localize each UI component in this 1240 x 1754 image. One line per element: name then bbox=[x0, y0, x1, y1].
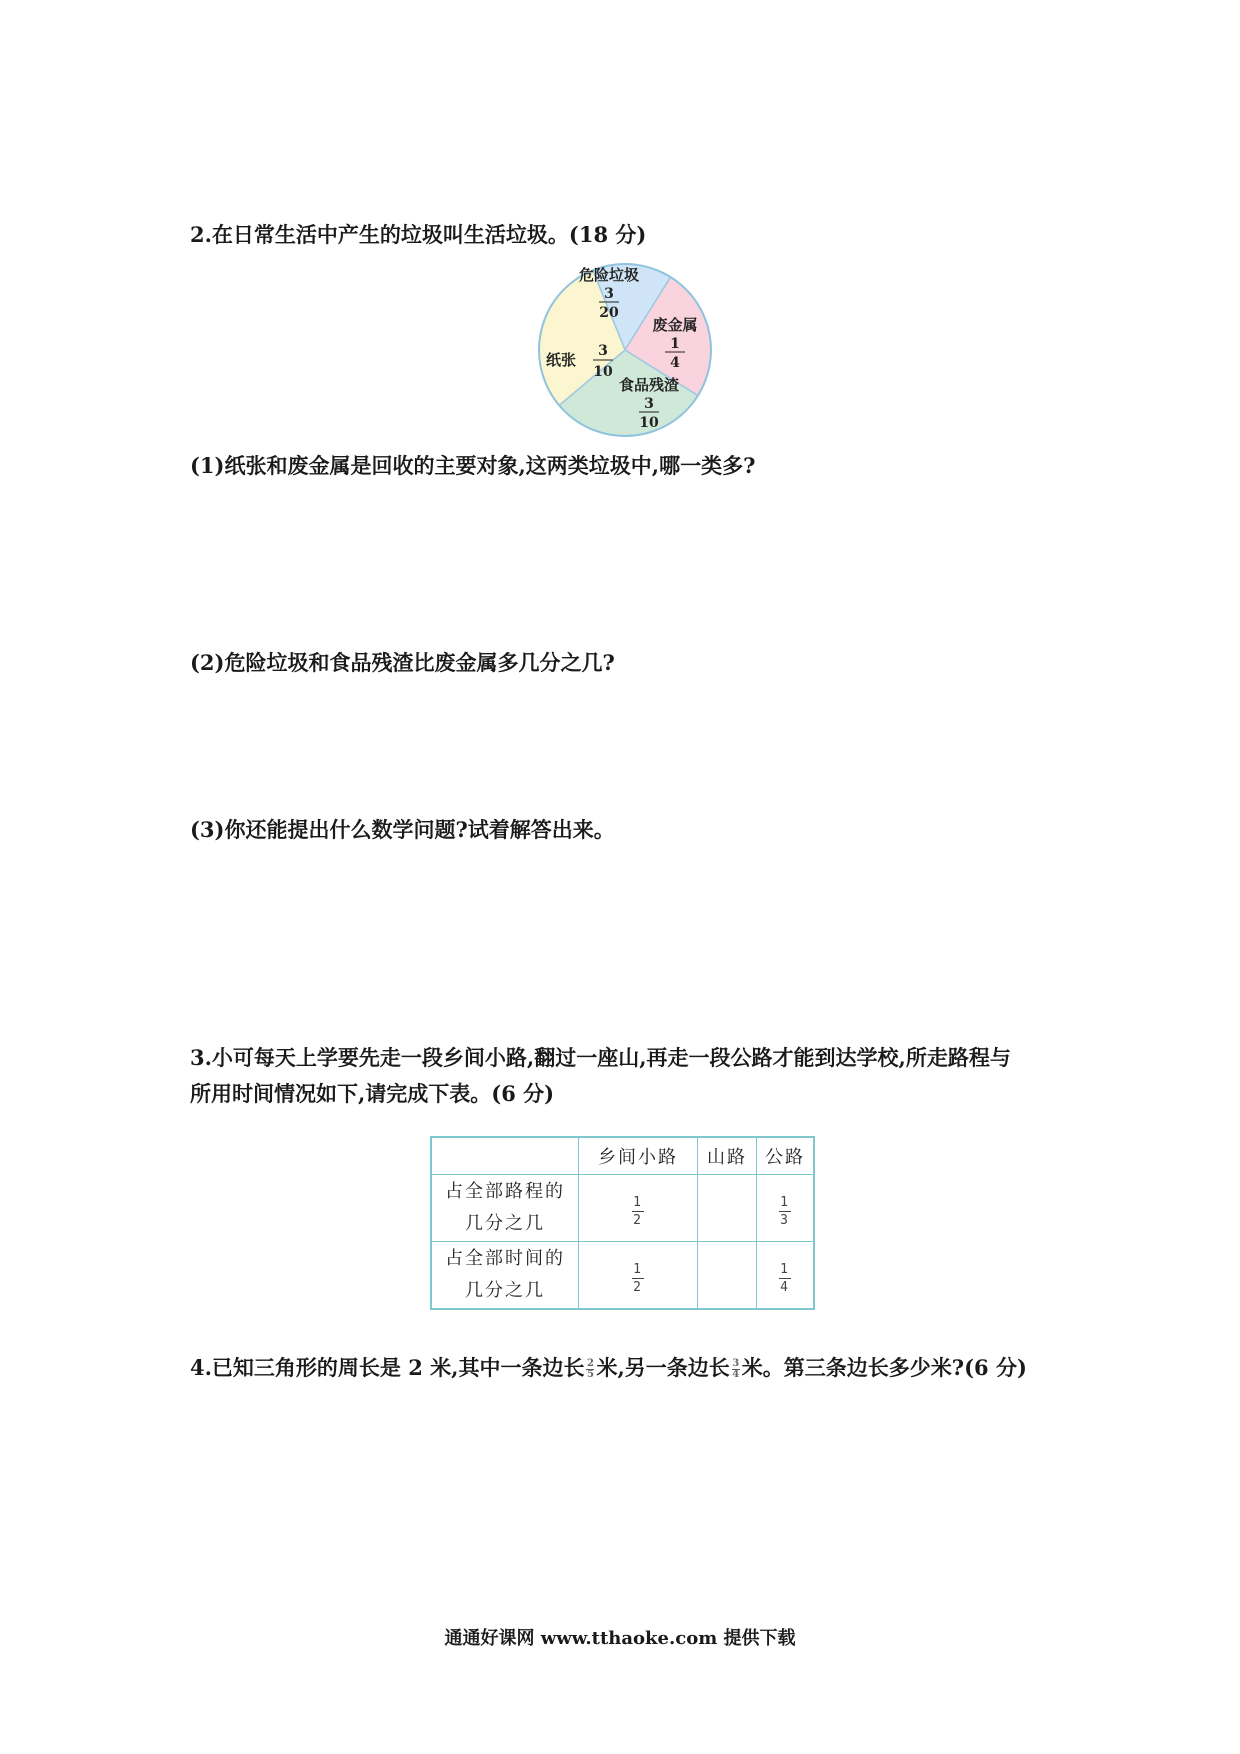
table-row-time bbox=[431, 1242, 814, 1310]
row-label-line-2: 几分之几 bbox=[465, 1280, 545, 1301]
denominator: 2 bbox=[633, 1212, 643, 1228]
question-2-title: 2.在日常生活中产生的垃圾叫生活垃圾。(18 分) bbox=[190, 222, 647, 247]
numerator: 3 bbox=[732, 1358, 740, 1369]
table-row-label-time bbox=[431, 1242, 579, 1310]
cell-time-highway bbox=[757, 1242, 815, 1310]
slice-numerator: 1 bbox=[670, 336, 680, 352]
row-label-line-1: 占全部路程的 bbox=[445, 1181, 565, 1202]
fraction bbox=[632, 1263, 644, 1294]
denominator: 2 bbox=[633, 1279, 643, 1295]
question-2-sub-2: (2)危险垃圾和食品残渣比废金属多几分之几? bbox=[190, 650, 615, 675]
question-4-title bbox=[190, 1350, 1027, 1386]
side-fraction-1 bbox=[586, 1359, 594, 1380]
row-label-line-2: 几分之几 bbox=[465, 1213, 545, 1234]
fraction bbox=[779, 1196, 791, 1227]
denominator: 5 bbox=[586, 1369, 594, 1380]
cell-distance-country-path bbox=[579, 1175, 698, 1242]
table-row-distance bbox=[431, 1175, 814, 1242]
fraction bbox=[779, 1263, 791, 1294]
table-header-mountain-road: 山路 bbox=[698, 1137, 757, 1175]
table-header-empty bbox=[431, 1137, 579, 1175]
slice-denominator: 10 bbox=[593, 364, 613, 380]
question-4-part-3: 米。第三条边长多少米?(6 分) bbox=[741, 1355, 1027, 1380]
fraction bbox=[632, 1196, 644, 1227]
slice-name: 纸张 bbox=[545, 351, 577, 369]
slice-numerator: 3 bbox=[604, 286, 614, 302]
slice-name: 废金属 bbox=[652, 316, 698, 334]
question-4-part-2: 米,另一条边长 bbox=[596, 1355, 730, 1380]
numerator: 1 bbox=[633, 1261, 643, 1277]
route-table bbox=[430, 1136, 815, 1310]
question-3-line-1: 3.小可每天上学要先走一段乡间小路,翻过一座山,再走一段公路才能到达学校,所走路程与 bbox=[190, 1045, 1011, 1070]
cell-distance-highway bbox=[757, 1175, 815, 1242]
cell-time-mountain-road[interactable] bbox=[698, 1242, 757, 1310]
cell-time-country-path bbox=[579, 1242, 698, 1310]
numerator: 1 bbox=[633, 1194, 643, 1210]
slice-denominator: 10 bbox=[639, 415, 659, 431]
question-4-part-1: 4.已知三角形的周长是 2 米,其中一条边长 bbox=[190, 1355, 585, 1380]
row-label-line-1: 占全部时间的 bbox=[445, 1248, 565, 1269]
numerator: 2 bbox=[586, 1358, 594, 1369]
slice-name: 食品残渣 bbox=[618, 376, 680, 394]
question-3-line-2: 所用时间情况如下,请完成下表。(6 分) bbox=[190, 1081, 555, 1106]
footer-credit: 通通好课网 www.tthaoke.com 提供下载 bbox=[444, 1628, 796, 1649]
denominator: 4 bbox=[780, 1279, 790, 1295]
table-header-country-path: 乡间小路 bbox=[579, 1137, 698, 1175]
side-fraction-2 bbox=[732, 1359, 740, 1380]
slice-name: 危险垃圾 bbox=[578, 266, 640, 284]
slice-numerator: 3 bbox=[644, 396, 654, 412]
waste-pie-chart bbox=[530, 260, 720, 440]
table-header-row bbox=[431, 1137, 814, 1175]
numerator: 1 bbox=[780, 1194, 790, 1210]
denominator: 3 bbox=[780, 1212, 790, 1228]
slice-denominator: 4 bbox=[670, 355, 680, 371]
question-2-sub-3: (3)你还能提出什么数学问题?试着解答出来。 bbox=[190, 817, 615, 842]
question-3-title bbox=[190, 1040, 1060, 1112]
denominator: 4 bbox=[732, 1369, 740, 1380]
slice-denominator: 20 bbox=[599, 305, 619, 321]
cell-distance-mountain-road[interactable] bbox=[698, 1175, 757, 1242]
numerator: 1 bbox=[780, 1261, 790, 1277]
slice-numerator: 3 bbox=[598, 343, 608, 359]
table-header-highway: 公路 bbox=[757, 1137, 815, 1175]
table-row-label-distance bbox=[431, 1175, 579, 1242]
question-2-sub-1: (1)纸张和废金属是回收的主要对象,这两类垃圾中,哪一类多? bbox=[190, 453, 756, 478]
